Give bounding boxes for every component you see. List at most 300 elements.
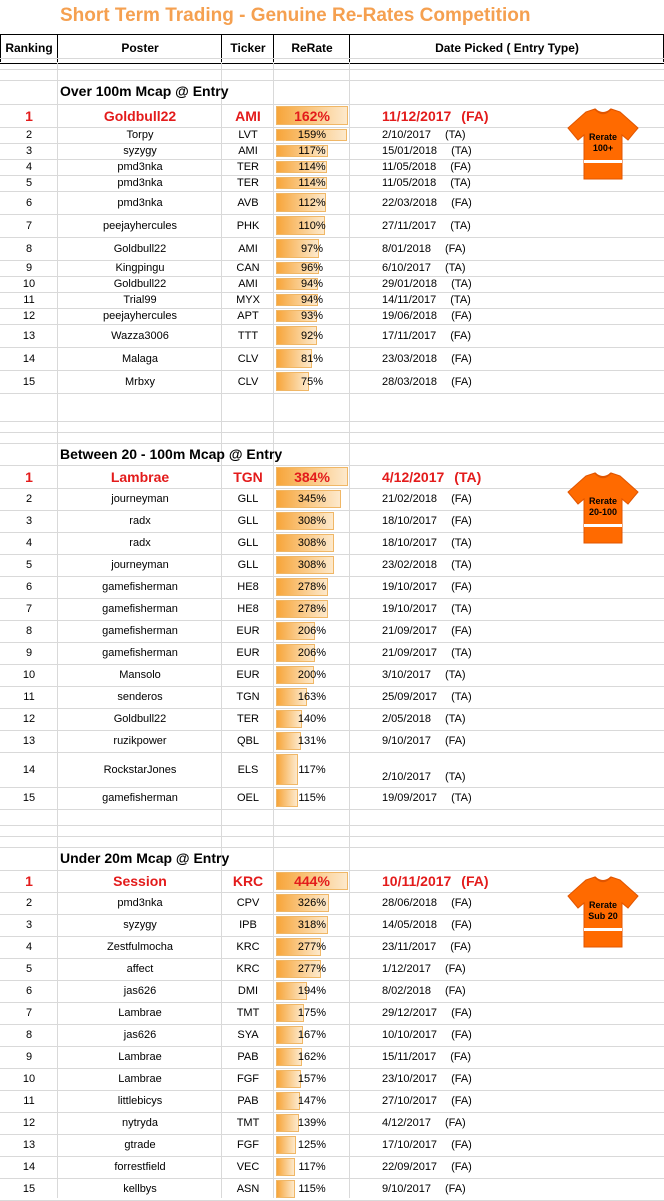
entry-type: (FA) [444, 963, 466, 975]
ticker-cell: CPV [236, 897, 260, 909]
section-title: Between 20 - 100m Mcap @ Entry [60, 446, 283, 462]
grid-row-line [0, 836, 664, 837]
entry-type: (FA) [451, 625, 472, 637]
ticker-cell: ASN [236, 1183, 260, 1195]
date-cell [382, 292, 622, 308]
shirt-icon [566, 106, 640, 182]
rerate-value: 175% [297, 1007, 327, 1019]
date-picked: 19/10/2017 [382, 581, 438, 593]
date-cell [382, 324, 622, 347]
date-picked: 2/10/2017 [382, 771, 431, 783]
ticker-cell: FGF [237, 1139, 259, 1151]
shirt-label-line1: Rerate [588, 496, 617, 506]
ticker-cell: HE8 [237, 581, 259, 593]
ranking-cell: 1 [25, 468, 33, 485]
shirt-label-line1: Rerate [588, 132, 617, 142]
date-cell [382, 308, 622, 324]
date-picked: 23/03/2018 [382, 352, 438, 365]
table-row [0, 620, 664, 642]
table-row [0, 465, 664, 488]
table-row [0, 1178, 664, 1200]
table-row [0, 104, 664, 127]
rerate-cell [274, 175, 350, 191]
table-row [0, 1134, 664, 1156]
section-title: Under 20m Mcap @ Entry [60, 850, 230, 866]
rerate-cell [274, 1090, 350, 1112]
entry-type: (FA) [450, 329, 472, 342]
entry-type: (TA) [444, 771, 466, 783]
ranking-cell: 9 [25, 647, 33, 659]
ranking-cell: 11 [23, 1095, 35, 1107]
rerate-value: 194% [297, 985, 327, 997]
entry-type: (TA) [451, 145, 472, 157]
ranking-cell: 4 [25, 161, 33, 173]
rerate-cell [274, 1024, 350, 1046]
rerate-value: 345% [297, 493, 327, 505]
ranking-cell: 5 [25, 963, 33, 975]
ticker-cell: OEL [236, 792, 259, 804]
rerate-cell [274, 787, 350, 809]
ticker-cell: CAN [236, 262, 260, 274]
rerate-value: 117% [298, 1161, 326, 1173]
date-picked: 4/12/2017 [382, 1117, 431, 1129]
table-row [0, 488, 664, 510]
entry-type: (FA) [444, 985, 466, 997]
poster-cell: kellbys [123, 1183, 157, 1195]
shirt-icon [566, 874, 640, 950]
rerate-value: 117% [298, 763, 326, 776]
poster-cell: Trial99 [123, 294, 157, 306]
rerate-cell [274, 370, 350, 393]
rerate-cell [274, 532, 350, 554]
poster-cell: Goldbull22 [103, 107, 177, 124]
poster-cell: senderos [117, 691, 163, 703]
date-picked: 15/11/2017 [382, 1051, 437, 1063]
rerate-value: 140% [297, 713, 327, 725]
poster-cell: gtrade [124, 1139, 156, 1151]
date-cell [382, 260, 622, 276]
rerate-value: 162% [297, 1051, 327, 1063]
entry-type: (FA) [450, 1051, 472, 1063]
shirt-label-line2: Sub 20 [588, 911, 618, 921]
entry-type: (FA) [451, 919, 472, 931]
date-picked: 23/10/2017 [382, 1073, 438, 1085]
ranking-cell: 7 [25, 219, 33, 232]
date-cell [382, 1178, 622, 1200]
ranking-cell: 14 [22, 1161, 36, 1173]
ranking-cell: 7 [25, 603, 33, 615]
date-picked: 10/10/2017 [382, 1029, 438, 1041]
ticker-cell: DMI [237, 985, 259, 997]
ranking-cell: 2 [25, 897, 33, 909]
poster-cell: Torpy [126, 129, 154, 141]
ranking-cell: 15 [22, 375, 36, 388]
table-row [0, 532, 664, 554]
table-row [0, 1090, 664, 1112]
poster-cell: gamefisherman [102, 647, 178, 659]
ranking-cell: 1 [25, 107, 33, 124]
date-cell [382, 664, 622, 686]
table-row [0, 159, 664, 175]
entry-type: (FA) [444, 735, 466, 747]
date-picked: 9/10/2017 [382, 1183, 431, 1195]
shirt-label-line2: 100+ [592, 143, 614, 153]
date-cell [382, 598, 622, 620]
ticker-cell: VEC [236, 1161, 260, 1173]
entry-type: (FA) [451, 1073, 472, 1085]
entry-type: (FA) [451, 352, 472, 365]
date-cell [382, 370, 622, 393]
date-picked: 11/05/2018 [382, 161, 437, 173]
poster-cell: Lambrae [118, 1007, 162, 1019]
entry-type: (TA) [444, 262, 466, 274]
poster-cell: peejayhercules [103, 310, 177, 322]
entry-type: (FA) [444, 1183, 466, 1195]
date-picked: 2/10/2017 [382, 129, 431, 141]
table-row [0, 510, 664, 532]
rerate-cell [274, 324, 350, 347]
rerate-cell [274, 1178, 350, 1200]
entry-type: (TA) [451, 537, 472, 549]
ticker-cell: EUR [236, 647, 260, 659]
table-row [0, 1002, 664, 1024]
rerate-value: 114% [298, 177, 326, 189]
date-picked: 17/10/2017 [382, 1139, 438, 1151]
poster-cell: jas626 [123, 1029, 157, 1041]
date-picked: 29/12/2017 [382, 1007, 438, 1019]
date-picked: 3/10/2017 [382, 669, 431, 681]
date-picked: 2/05/2018 [382, 713, 431, 725]
rerate-cell [274, 1134, 350, 1156]
entry-type: (FA) [451, 1161, 472, 1173]
date-picked: 11/12/2017 [382, 107, 452, 124]
poster-cell: pmd3nka [117, 161, 163, 173]
ticker-cell: QBL [236, 735, 259, 747]
ticker-cell: CLV [237, 375, 259, 388]
entry-type: (TA) [444, 129, 466, 141]
date-picked: 15/01/2018 [382, 145, 438, 157]
ranking-cell: 3 [25, 515, 33, 527]
ranking-cell: 14 [22, 352, 36, 365]
rerate-value: 94% [300, 294, 324, 306]
ticker-cell: TER [237, 177, 259, 189]
ticker-cell: GLL [237, 537, 259, 549]
table-row [0, 347, 664, 370]
date-picked: 18/10/2017 [382, 537, 438, 549]
entry-type: (FA) [451, 196, 472, 209]
rerate-cell [274, 143, 350, 159]
table-row [0, 708, 664, 730]
rerate-cell [274, 276, 350, 292]
ranking-cell: 7 [25, 1007, 33, 1019]
header-rerate: ReRate [291, 41, 333, 55]
date-picked: 4/12/2017 [382, 468, 445, 485]
ticker-cell: TTT [237, 329, 259, 342]
entry-type: (TA) [451, 691, 472, 703]
date-picked: 17/11/2017 [382, 329, 437, 342]
date-picked: 18/10/2017 [382, 515, 438, 527]
date-picked: 28/06/2018 [382, 897, 438, 909]
ticker-cell: AVB [237, 196, 259, 209]
date-cell [382, 276, 622, 292]
rerate-cell [274, 260, 350, 276]
entry-type: (FA) [450, 941, 472, 953]
entry-type: (FA) [451, 375, 472, 388]
entry-type: (TA) [451, 792, 472, 804]
rerate-cell [274, 914, 350, 936]
ticker-cell: PAB [237, 1051, 259, 1063]
ranking-cell: 3 [25, 919, 33, 931]
table-row [0, 237, 664, 260]
poster-cell: ruzikpower [113, 735, 167, 747]
table-row [0, 598, 664, 620]
ranking-cell: 15 [22, 1183, 36, 1195]
poster-cell: RockstarJones [103, 763, 177, 776]
ranking-cell: 10 [22, 278, 36, 290]
date-picked: 6/10/2017 [382, 262, 431, 274]
table-row [0, 260, 664, 276]
date-cell [382, 642, 622, 664]
poster-cell: Zestfulmocha [106, 941, 174, 953]
rerate-value: 112% [298, 196, 326, 209]
rerate-value: 206% [297, 647, 327, 659]
date-picked: 11/05/2018 [382, 177, 437, 189]
ticker-cell: SYA [237, 1029, 259, 1041]
ranking-cell: 6 [25, 985, 33, 997]
date-picked: 19/09/2017 [382, 792, 438, 804]
entry-type: (FA) [451, 310, 472, 322]
ranking-cell: 5 [25, 177, 33, 189]
rerate-value: 277% [297, 941, 327, 953]
entry-type: (FA) [444, 1117, 466, 1129]
date-cell [382, 787, 622, 809]
ticker-cell: AMI [235, 107, 261, 124]
rerate-value: 81% [300, 352, 324, 365]
poster-cell: affect [126, 963, 154, 975]
ranking-cell: 13 [22, 1139, 36, 1151]
poster-cell: Lambrae [118, 1051, 162, 1063]
date-cell [382, 554, 622, 576]
ranking-cell: 5 [25, 559, 33, 571]
rerate-cell [274, 936, 350, 958]
rerate-value: 97% [300, 242, 324, 255]
ticker-cell: TGN [233, 468, 263, 485]
date-picked: 22/09/2017 [382, 1161, 438, 1173]
ranking-cell: 12 [22, 310, 36, 322]
date-picked: 8/01/2018 [382, 242, 431, 255]
grid-row-line [0, 58, 664, 59]
rerate-cell [274, 191, 350, 214]
poster-cell: journeyman [111, 559, 169, 571]
rerate-value: 92% [300, 329, 324, 342]
ticker-cell: TMT [236, 1117, 260, 1129]
date-cell [382, 730, 622, 752]
ranking-cell: 13 [22, 735, 36, 747]
entry-type: (TA) [450, 294, 471, 306]
rerate-cell [274, 1002, 350, 1024]
shirt-label-line1: Rerate [588, 900, 617, 910]
ranking-cell: 11 [23, 294, 35, 306]
ranking-cell: 11 [23, 691, 35, 703]
ranking-cell: 4 [25, 537, 33, 549]
date-cell [382, 237, 622, 260]
table-row [0, 664, 664, 686]
table-row [0, 191, 664, 214]
rerate-value: 318% [297, 919, 327, 931]
date-picked: 19/06/2018 [382, 310, 438, 322]
ticker-cell: MYX [236, 294, 260, 306]
poster-cell: gamefisherman [102, 603, 178, 615]
rerate-value: 115% [298, 792, 326, 804]
table-row [0, 752, 664, 787]
shirt-label-line2: 20-100 [588, 507, 618, 517]
poster-cell: forrestfield [114, 1161, 166, 1173]
poster-cell: radx [129, 537, 151, 549]
poster-cell: gamefisherman [102, 581, 178, 593]
rerate-value: 93% [300, 310, 324, 322]
page-title: Short Term Trading - Genuine Re-Rates Competition [60, 5, 531, 26]
poster-cell: Mrbxy [125, 375, 155, 388]
table-row [0, 870, 664, 892]
table-row [0, 292, 664, 308]
rerate-cell [274, 347, 350, 370]
entry-type: (TA) [444, 713, 466, 725]
entry-type: (FA) [451, 1029, 472, 1041]
table-row [0, 324, 664, 347]
ticker-cell: GLL [237, 493, 259, 505]
poster-cell: pmd3nka [117, 897, 163, 909]
poster-cell: Lambrae [110, 468, 170, 485]
rerate-cell [274, 620, 350, 642]
date-cell [382, 686, 622, 708]
entry-type: (TA) [451, 278, 472, 290]
poster-cell: Mansolo [119, 669, 161, 681]
date-cell [382, 980, 622, 1002]
ticker-cell: ELS [237, 763, 259, 776]
rerate-value: 163% [297, 691, 327, 703]
table-row [0, 686, 664, 708]
grid-row-line [0, 80, 664, 81]
ranking-cell: 12 [22, 1117, 36, 1129]
ranking-cell: 6 [25, 581, 33, 593]
ticker-cell: TGN [236, 691, 260, 703]
ticker-cell: GLL [237, 559, 259, 571]
entry-type: (TA) [450, 177, 471, 189]
ranking-cell: 8 [25, 242, 33, 255]
entry-type: (FA) [451, 515, 472, 527]
date-picked: 28/03/2018 [382, 375, 438, 388]
poster-cell: Goldbull22 [113, 713, 167, 725]
date-picked: 14/05/2018 [382, 919, 438, 931]
table-row [0, 276, 664, 292]
grid-row-line [0, 421, 664, 422]
grid-row-line [0, 847, 664, 848]
table-row [0, 214, 664, 237]
section-title: Over 100m Mcap @ Entry [60, 83, 229, 99]
ticker-cell: KRC [236, 941, 260, 953]
rerate-value: 94% [300, 278, 324, 290]
poster-cell: gamefisherman [102, 625, 178, 637]
rerate-value: 277% [297, 963, 327, 975]
rerate-value: 157% [297, 1073, 327, 1085]
rerate-cell [274, 1068, 350, 1090]
grid-row-line [0, 809, 664, 810]
poster-cell: radx [129, 515, 151, 527]
poster-cell: Goldbull22 [113, 278, 167, 290]
ticker-cell: EUR [236, 669, 260, 681]
table-row [0, 958, 664, 980]
poster-cell: Malaga [121, 352, 159, 365]
rerate-cell [274, 892, 350, 914]
date-cell [382, 1090, 622, 1112]
entry-type: (FA) [451, 493, 472, 505]
ranking-cell: 2 [25, 493, 33, 505]
entry-type: (TA) [451, 559, 472, 571]
table-row [0, 576, 664, 598]
date-picked: 14/11/2017 [382, 294, 437, 306]
rerate-value: 114% [298, 161, 326, 173]
rerate-value: 308% [297, 537, 327, 549]
rerate-cell [274, 292, 350, 308]
ticker-cell: AMI [238, 145, 258, 157]
rerate-value: 96% [300, 262, 324, 274]
poster-cell: syzygy [123, 919, 157, 931]
rerate-cell [274, 237, 350, 260]
date-cell [382, 347, 622, 370]
entry-type: (FA) [451, 897, 472, 909]
rerate-cell [274, 1112, 350, 1134]
poster-cell: Session [113, 873, 167, 889]
date-picked: 9/10/2017 [382, 735, 431, 747]
poster-cell: Kingpingu [115, 262, 165, 274]
ranking-cell: 2 [25, 129, 33, 141]
ticker-cell: PHK [236, 219, 260, 232]
date-cell [382, 1046, 622, 1068]
date-picked: 21/09/2017 [382, 625, 438, 637]
date-cell [382, 1068, 622, 1090]
table-row [0, 980, 664, 1002]
grid-row-line [0, 825, 664, 826]
poster-cell: Goldbull22 [113, 242, 167, 255]
ticker-cell: TMT [236, 1007, 260, 1019]
ticker-cell: GLL [237, 515, 259, 527]
rerate-cell [274, 576, 350, 598]
entry-type: (FA) [450, 161, 472, 173]
table-row [0, 175, 664, 191]
entry-type: (TA) [444, 669, 466, 681]
entry-type: (FA) [451, 1139, 472, 1151]
date-cell [382, 1134, 622, 1156]
ticker-cell: HE8 [237, 603, 259, 615]
date-picked: 21/02/2018 [382, 493, 438, 505]
header-ranking: Ranking [5, 41, 53, 55]
date-picked: 27/11/2017 [382, 219, 437, 232]
table-row [0, 127, 664, 143]
rerate-cell [274, 752, 350, 787]
date-picked: 19/10/2017 [382, 603, 438, 615]
rerate-cell [274, 488, 350, 510]
date-picked: 23/02/2018 [382, 559, 438, 571]
poster-cell: gamefisherman [102, 792, 178, 804]
rerate-cell [274, 127, 350, 143]
entry-type: (FA) [451, 1007, 472, 1019]
poster-cell: Lambrae [118, 1073, 162, 1085]
ranking-cell: 4 [25, 941, 33, 953]
ticker-cell: AMI [238, 278, 258, 290]
date-picked: 10/11/2017 [382, 873, 452, 889]
rerate-value: 159% [297, 129, 327, 141]
rerate-value: 308% [297, 559, 327, 571]
